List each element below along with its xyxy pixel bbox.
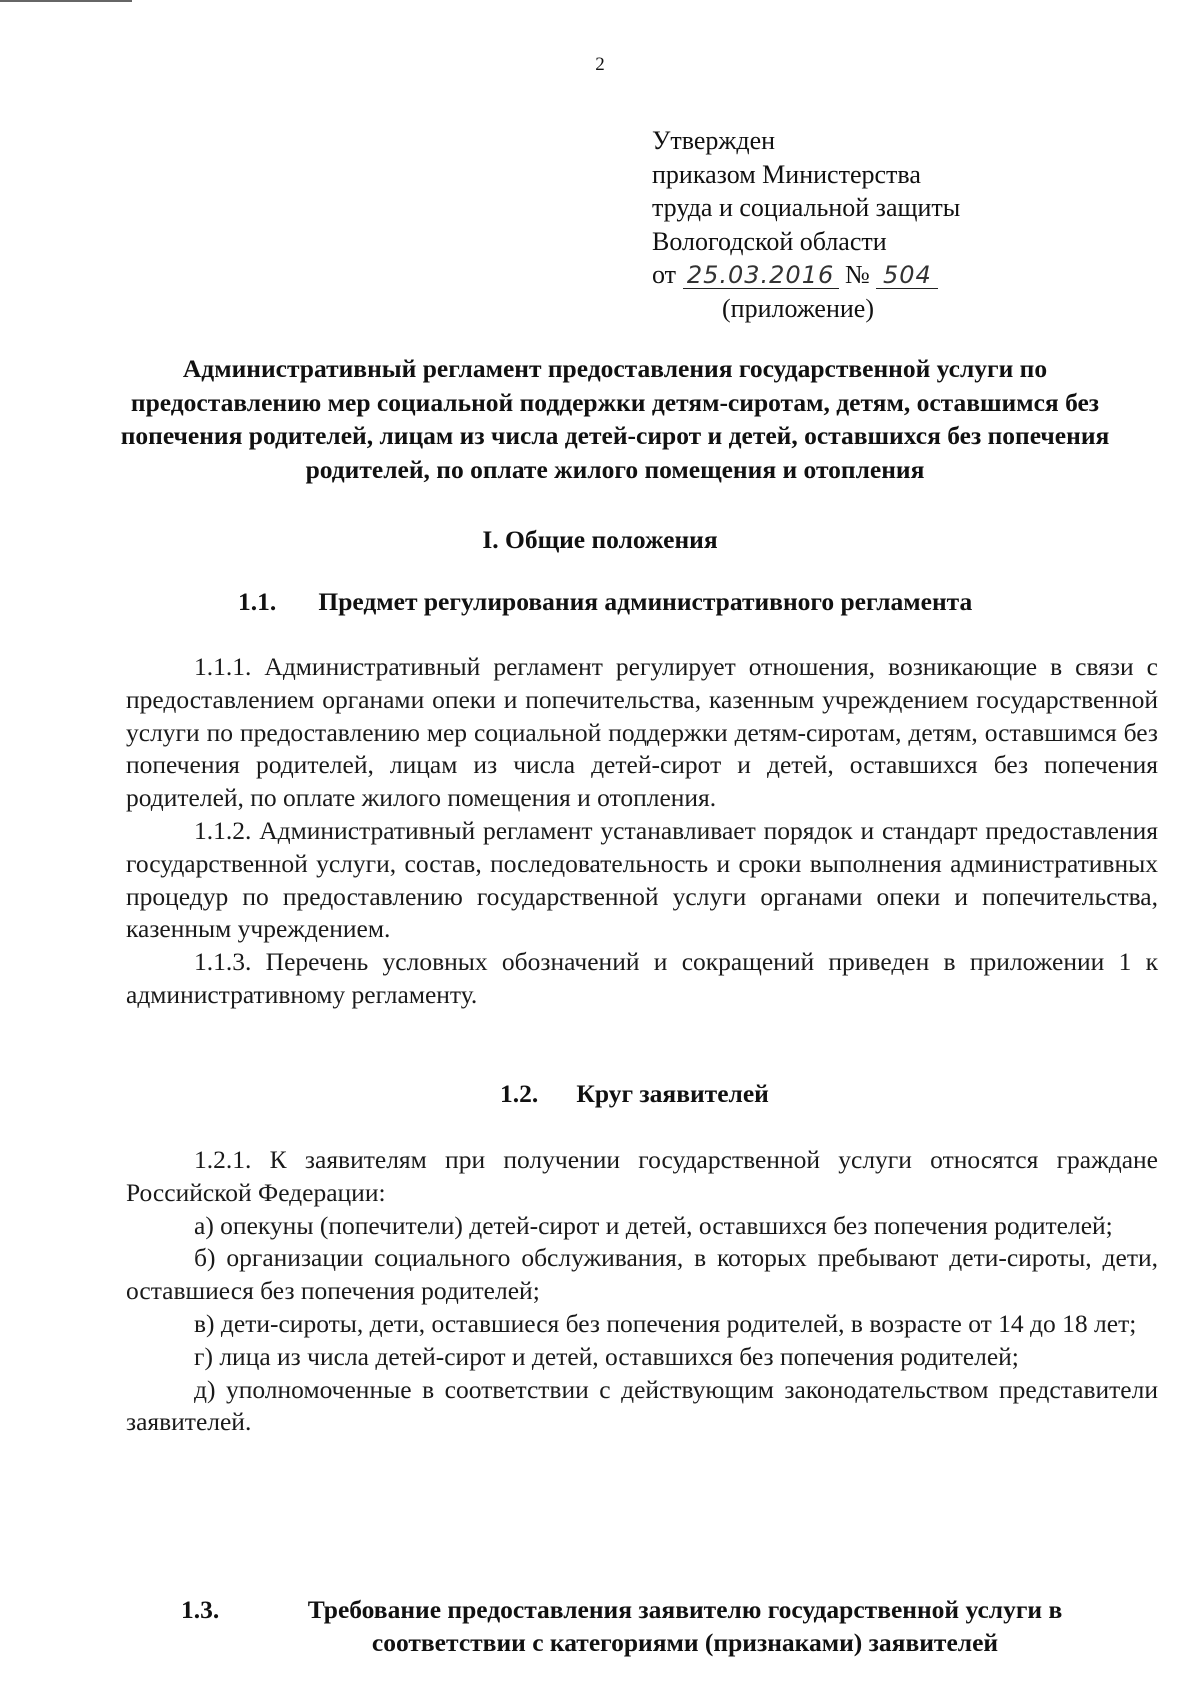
- subsection-heading: [500, 1077, 769, 1111]
- handwritten-number: 504: [876, 262, 938, 289]
- handwritten-date: 25.03.2016: [683, 262, 839, 289]
- list-item: в) дети-сироты, дети, оставшиеся без попечения родителей, в возрасте от 14 до 18 лет;: [194, 1308, 1137, 1338]
- date-prefix: от: [652, 260, 677, 289]
- document-title: Административный регламент предоставления государственной услуги по предоставлению мер социальной поддержки детям-сиротам, детям, оставшимся без попечения родителей, лицам из числа детей-сирот и детей, оставшихся без попечения родителей, по оплате жилого помещения и отопления: [120, 354, 1110, 484]
- subsection-number: 1.3.: [181, 1595, 220, 1624]
- subsection-heading: [238, 585, 972, 619]
- approval-line: Вологодской области: [652, 226, 887, 256]
- list-item: г) лица из числа детей-сирот и детей, оставшихся без попечения родителей;: [194, 1341, 1019, 1371]
- approval-date-line: [652, 258, 960, 292]
- subsection-number: 1.1.: [238, 587, 277, 616]
- subsection-title: Предмет регулирования административного регламента: [318, 587, 973, 616]
- section-heading: I. Общие положения: [482, 525, 718, 554]
- subsection-number: 1.2.: [500, 1079, 539, 1108]
- paragraph: 1.1.2. Административный регламент устанавливает порядок и стандарт предоставления государственной услуги, состав, последовательность и сроки выполнения административных процедур по предоставлению государственной услуги органами опеки и попечительства, казенным учреждением.: [126, 815, 1158, 944]
- paragraph: 1.1.1. Административный регламент регулирует отношения, возникающие в связи с предоставлением органами опеки и попечительства, казенным учреждением государственной услуги по предоставлению мер социальной поддержки детям-сиротам, детям, оставшимся без попечения родителей, лицам из числа детей-сирот и детей, оставшихся без попечения родителей, по оплате жилого помещения и отопления.: [126, 652, 1158, 813]
- approval-stamp-block: [652, 124, 960, 325]
- list-item: б) организации социального обслуживания, в которых пребывают дети-сироты, дети, оставшиеся без попечения родителей;: [126, 1243, 1158, 1306]
- subsection-number-block: [181, 1593, 219, 1627]
- paragraph: 1.2.1. К заявителям при получении государственной услуги относятся граждане Российской Федерации:: [126, 1145, 1158, 1207]
- paragraph: 1.1.3. Перечень условных обозначений и сокращений приведен в приложении 1 к административному регламенту.: [126, 947, 1158, 1009]
- subsection-title: Круг заявителей: [576, 1079, 769, 1108]
- approval-line: Утвержден: [652, 126, 776, 155]
- subsection-title: Требование предоставления заявителю государственной услуги в соответствии с категориями (признаками) заявителей: [307, 1595, 1063, 1657]
- scan-edge-mark: [0, 0, 132, 7]
- list-item: д) уполномоченные в соответствии с действующим законодательством представители заявителей.: [126, 1374, 1158, 1437]
- page-number: 2: [595, 54, 605, 75]
- approval-line: приказом Министерства: [652, 159, 921, 189]
- approval-line: труда и социальной защиты: [652, 193, 961, 222]
- text-block: [126, 651, 1158, 1012]
- text-block: [126, 1144, 1158, 1439]
- number-sign: №: [845, 260, 870, 289]
- list-item: а) опекуны (попечители) детей-сирот и детей, оставшихся без попечения родителей;: [194, 1210, 1113, 1240]
- appendix-note: (приложение): [722, 293, 875, 323]
